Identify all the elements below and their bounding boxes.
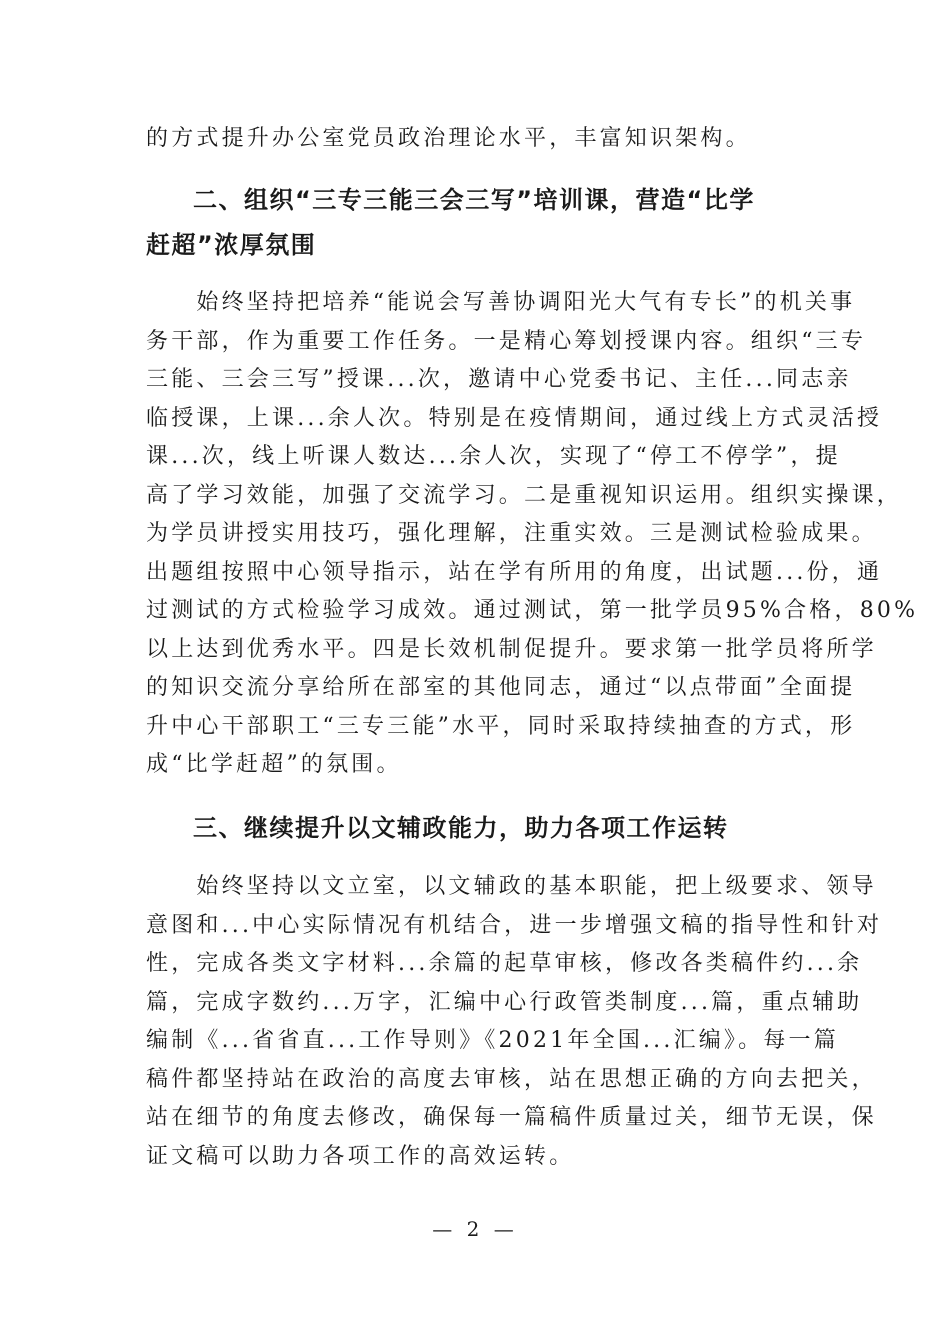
section-2-heading-line-2: 赶超”浓厚氛围 xyxy=(146,231,317,259)
paragraph-line: 稿件都坚持站在政治的高度去审核，站在思想正确的方向去把关， xyxy=(146,1066,877,1092)
paragraph-line: 的知识交流分享给所在部室的其他同志，通过“以点带面”全面提 xyxy=(146,675,856,700)
paragraph-line: 务干部，作为重要工作任务。一是精心筹划授课内容。组织“三专 xyxy=(146,328,867,354)
paragraph-line: 课...次，线上听课人数达...余人次，实现了“停工不停学”，提 xyxy=(146,444,841,469)
paragraph-line: 高了学习效能，加强了交流学习。二是重视知识运用。组织实操课， xyxy=(146,482,903,508)
paragraph-line: 三能、三会三写”授课...次，邀请中心党委书记、主任...同志亲 xyxy=(146,367,852,392)
paragraph-line: 编制《...省省直...工作导则》《2021年全国...汇编》。每一篇 xyxy=(146,1028,839,1053)
paragraph-line: 站在细节的角度去修改，确保每一篇稿件质量过关，细节无误，保 xyxy=(146,1105,877,1130)
paragraph-line: 以上达到优秀水平。四是长效机制促提升。要求第一批学员将所学 xyxy=(146,636,877,662)
paragraph-line: 为学员讲授实用技巧，强化理解，注重实效。三是测试检验成果。 xyxy=(146,521,877,546)
paragraph-line: 升中心干部职工“三专三能”水平，同时采取持续抽查的方式，形 xyxy=(146,713,856,739)
paragraph-line: 意图和...中心实际情况有机结合，进一步增强文稿的指导性和针对 xyxy=(146,912,883,938)
paragraph-line: 始终坚持以文立室，以文辅政的基本职能，把上级要求、领导 xyxy=(146,874,877,899)
page-number: — 2 — xyxy=(432,1217,518,1241)
section-2-paragraph xyxy=(146,284,919,785)
paragraph-line: 篇，完成字数约...万字，汇编中心行政管类制度...篇，重点辅助 xyxy=(146,989,863,1015)
paragraph-line: 出题组按照中心领导指示，站在学有所用的角度，出试题...份，通 xyxy=(146,559,883,585)
section-3-heading: 三、继续提升以文辅政能力，助力各项工作运转 xyxy=(193,814,729,842)
opening-paragraph xyxy=(146,120,806,159)
paragraph-line: 成“比学赶超”的氛围。 xyxy=(146,752,402,777)
paragraph-line: 证文稿可以助力各项工作的高效运转。 xyxy=(146,1143,575,1169)
paragraph-line: 过测试的方式检验学习成效。通过测试，第一批学员95%合格，80% xyxy=(146,598,919,623)
paragraph-line: 始终坚持把培养“能说会写善协调阳光大气有专长”的机关事 xyxy=(146,290,856,315)
section-3-paragraph xyxy=(146,868,883,1176)
section-2-heading-line-1: 二、组织“三专三能三会三写”培训课，营造“比学 xyxy=(193,186,755,214)
paragraph-line: 性，完成各类文字材料...余篇的起草审核，修改各类稿件约...余 xyxy=(146,951,863,976)
paragraph-line: 临授课，上课...余人次。特别是在疫情期间，通过线上方式灵活授 xyxy=(146,405,883,431)
paragraph-line: 的方式提升办公室党员政治理论水平，丰富知识架构。 xyxy=(146,126,751,151)
